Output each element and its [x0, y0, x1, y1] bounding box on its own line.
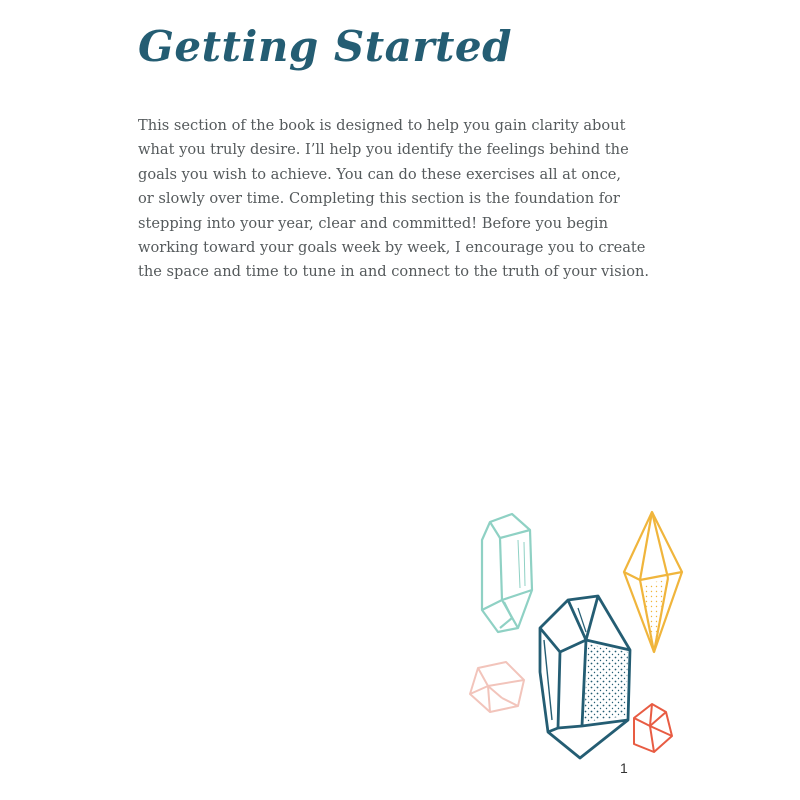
pink-crystal-icon [470, 662, 524, 712]
red-crystal-icon [634, 704, 672, 752]
paragraph-line: what you truly desire. I’ll help you identify the feelings behind the [138, 141, 629, 159]
paragraph-line: working toward your goals week by week, I encourage you to create [138, 239, 646, 257]
mint-crystal-icon [482, 514, 532, 632]
crystals-illustration [440, 500, 700, 770]
paragraph-line: This section of the book is designed to help you gain clarity about [138, 117, 626, 134]
yellow-crystal-icon [624, 512, 682, 652]
paragraph-line: goals you wish to achieve. You can do these exercises all at once, [138, 165, 622, 183]
paragraph-line: stepping into your year, clear and committed! Before you begin [138, 214, 608, 232]
paragraph-line: the space and time to tune in and connect to the truth of your vision. [138, 263, 650, 281]
teal-crystal-icon [540, 596, 630, 758]
page-number: 1 [620, 760, 628, 776]
intro-paragraph [138, 114, 658, 285]
paragraph-line: or slowly over time. Completing this section is the foundation for [138, 190, 620, 208]
page-title: Getting Started [138, 22, 512, 71]
